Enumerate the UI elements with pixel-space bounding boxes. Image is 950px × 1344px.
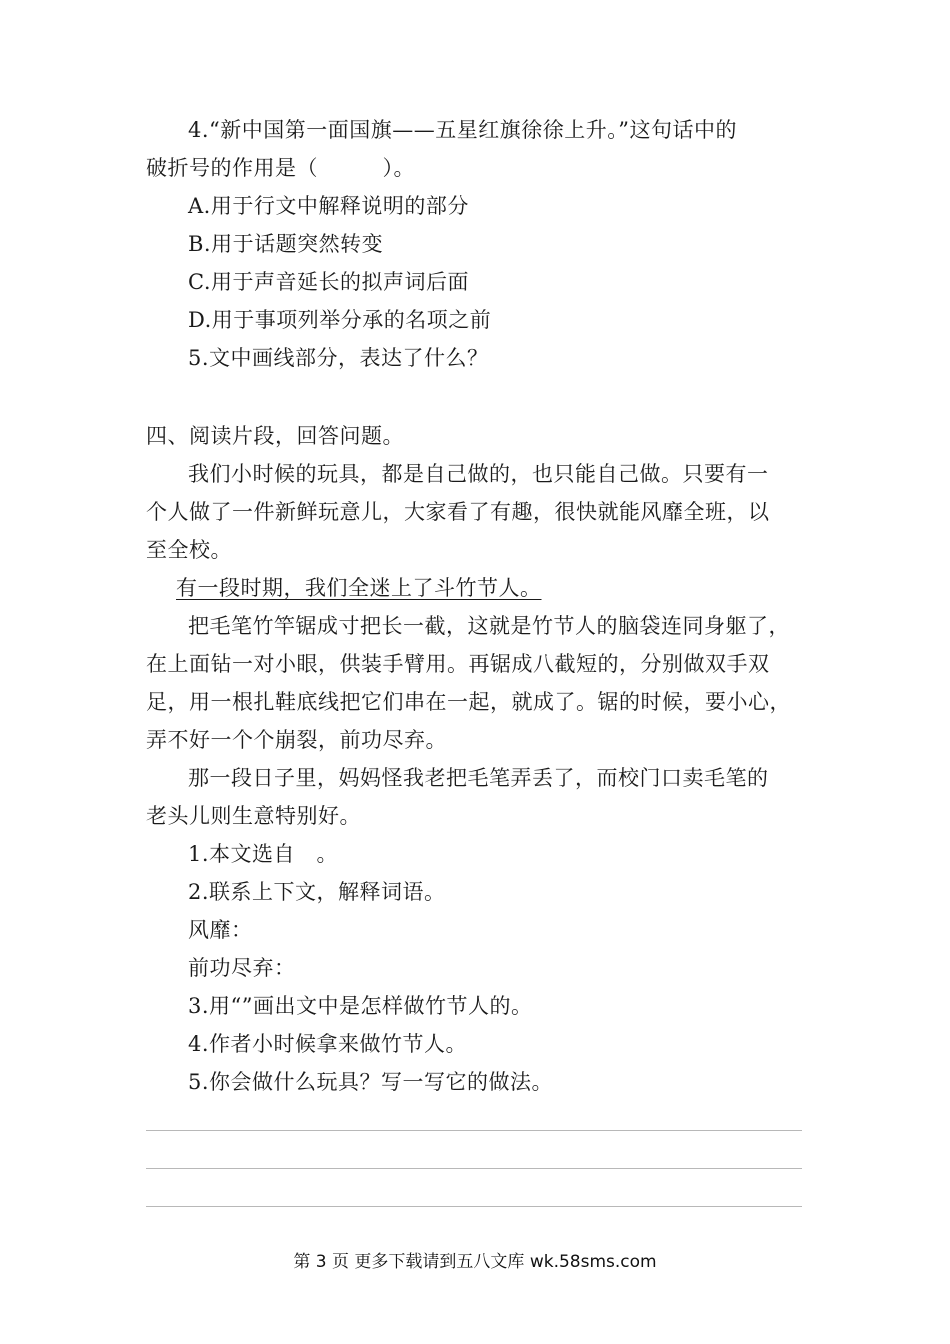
answer-line-2 — [146, 1168, 802, 1169]
sub-question-3: 3.用“”画出文中是怎样做竹节人的。 — [188, 994, 533, 1018]
question-4-line-2: 破折号的作用是（ ）。 — [146, 156, 415, 180]
passage-p1-line-3: 至全校。 — [146, 538, 232, 562]
option-b: B.用于话题突然转变 — [188, 232, 384, 256]
passage-p1-line-2: 个人做了一件新鲜玩意儿，大家看了有趣，很快就能风靡全班，以 — [146, 500, 770, 524]
passage-p2: 有一段时期，我们全迷上了斗竹节人。 — [176, 576, 542, 600]
passage-p3-line-4: 弄不好一个个崩裂，前功尽弃。 — [146, 728, 447, 752]
sub-question-2: 2.联系上下文，解释词语。 — [188, 880, 446, 904]
passage-p4-line-2: 老头儿则生意特别好。 — [146, 804, 361, 828]
sub-question-5: 5.你会做什么玩具？写一写它的做法。 — [188, 1070, 554, 1094]
word-qiangongjinqi: 前功尽弃： — [188, 956, 296, 980]
passage-p3-line-3: 足，用一根扎鞋底线把它们串在一起，就成了。锯的时候，要小心， — [146, 690, 791, 714]
option-c: C.用于声音延长的拟声词后面 — [188, 270, 469, 294]
word-fengmi: 风靡： — [188, 918, 253, 942]
sub-question-4: 4.作者小时候拿来做竹节人。 — [188, 1032, 468, 1056]
passage-p3-line-1: 把毛笔竹竿锯成寸把长一截，这就是竹节人的脑袋连同身躯了， — [188, 614, 790, 638]
question-4-line-1: 4.“新中国第一面国旗——五星红旗徐徐上升。”这句话中的 — [188, 118, 738, 142]
passage-p4-line-1: 那一段日子里，妈妈怪我老把毛笔弄丢了，而校门口卖毛笔的 — [188, 766, 769, 790]
answer-line-1 — [146, 1130, 802, 1131]
answer-line-3 — [146, 1206, 802, 1207]
sub-question-1: 1.本文选自 。 — [188, 842, 339, 866]
question-5: 5.文中画线部分，表达了什么？ — [188, 346, 489, 370]
option-a: A.用于行文中解释说明的部分 — [188, 194, 469, 218]
section-4-heading: 四、阅读片段，回答问题。 — [146, 424, 404, 448]
page-footer: 第 3 页 更多下载请到五八文库 wk.58sms.com — [293, 1252, 657, 1272]
passage-p3-line-2: 在上面钻一对小眼，供装手臂用。再锯成八截短的，分别做双手双 — [146, 652, 770, 676]
passage-p1-line-1: 我们小时候的玩具，都是自己做的，也只能自己做。只要有一 — [188, 462, 769, 486]
option-d: D.用于事项列举分承的名项之前 — [188, 308, 492, 332]
